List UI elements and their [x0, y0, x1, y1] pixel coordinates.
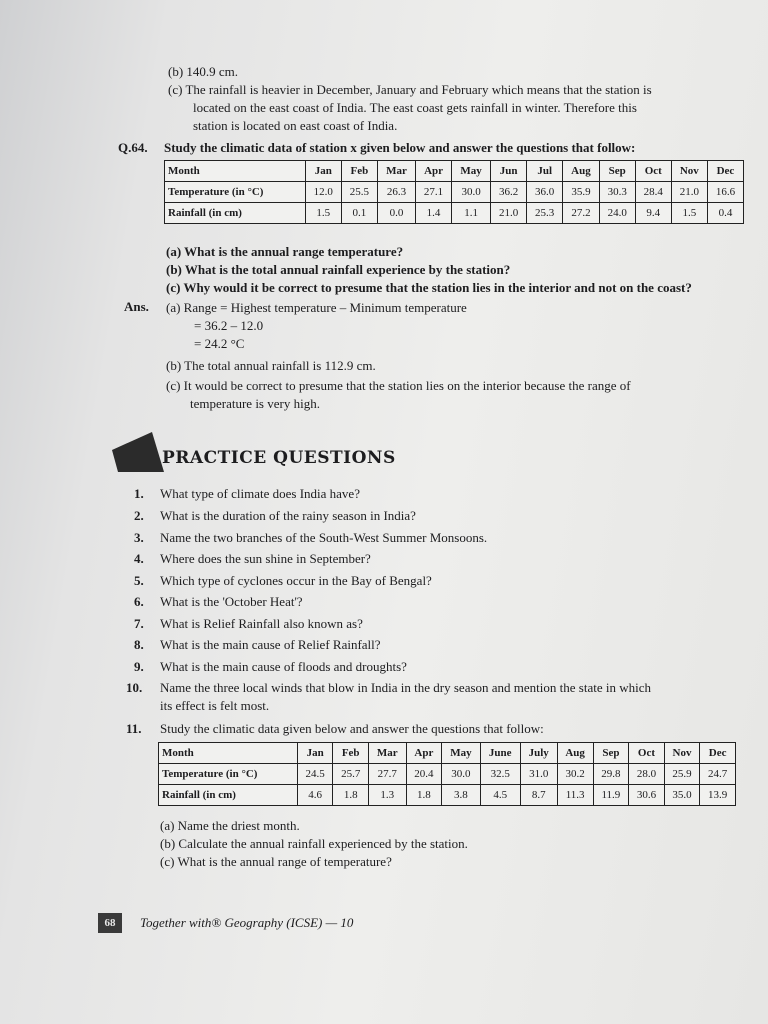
table-cell: 0.1 [341, 203, 377, 224]
practice-question-text: What is the main cause of Relief Rainfall? [160, 637, 381, 652]
answer-a-line2: = 36.2 – 12.0 [194, 318, 264, 333]
table-cell: July [520, 743, 557, 764]
question-number: 11. [126, 721, 142, 736]
table-cell: 12.0 [305, 182, 341, 203]
table-cell: 0.0 [377, 203, 415, 224]
climate-table-station-x [164, 160, 744, 224]
question-number: 7. [134, 616, 144, 631]
prev-answer-c-line2: located on the east coast of India. The east coast gets rainfall in winter. Therefore this [193, 100, 637, 115]
table-header-row [159, 743, 736, 764]
answer-c-line1: (c) It would be correct to presume that the station lies on the interior because the range of [166, 378, 631, 393]
answer-label: Ans. [124, 299, 149, 314]
table-cell: 35.0 [664, 785, 700, 806]
practice-question-text: Name the three local winds that blow in India in the dry season and mention the state in which [160, 680, 651, 695]
answer-a-line1: (a) Range = Highest temperature – Minimum temperature [166, 300, 467, 315]
table-cell: Mar [377, 161, 415, 182]
table-cell: Nov [671, 161, 707, 182]
table-header-row [165, 161, 744, 182]
table-cell: 1.1 [452, 203, 491, 224]
practice-sub-b: (b) Calculate the annual rainfall experienced by the station. [160, 836, 468, 851]
table-cell: 24.0 [599, 203, 635, 224]
q64-sub-b: (b) What is the total annual rainfall experience by the station? [166, 262, 511, 277]
table-cell: 1.5 [305, 203, 341, 224]
table-cell: 28.4 [635, 182, 671, 203]
table-cell: 4.5 [480, 785, 520, 806]
table-cell: Aug [557, 743, 593, 764]
table-cell: 36.0 [527, 182, 563, 203]
table-cell: 36.2 [491, 182, 527, 203]
table-cell: Feb [333, 743, 369, 764]
q64-sub-a: (a) What is the annual range temperature? [166, 244, 404, 259]
table-cell: 27.2 [563, 203, 599, 224]
question-number: 8. [134, 637, 144, 652]
table-cell: Mar [368, 743, 406, 764]
table-cell: Feb [341, 161, 377, 182]
table-cell: 13.9 [700, 785, 736, 806]
table-cell: 1.4 [416, 203, 452, 224]
practice-question-text: its effect is felt most. [160, 698, 270, 713]
section-banner-icon [112, 432, 164, 472]
question-number: 10. [126, 680, 143, 695]
table-cell: 26.3 [377, 182, 415, 203]
table-cell: 4.6 [297, 785, 333, 806]
table-cell: 1.5 [671, 203, 707, 224]
row-label: Rainfall (in cm) [165, 203, 306, 224]
answer-b: (b) The total annual rainfall is 112.9 cm. [166, 358, 376, 373]
table-cell: 27.7 [368, 764, 406, 785]
table-cell: 21.0 [491, 203, 527, 224]
answer-c-line2: temperature is very high. [190, 396, 320, 411]
table-cell: 3.8 [442, 785, 480, 806]
climate-table-practice [158, 742, 736, 806]
table-cell: May [442, 743, 480, 764]
table-cell: Apr [416, 161, 452, 182]
book-title-footer: Together with® Geography (ICSE) — 10 [140, 915, 354, 930]
table-cell: 32.5 [480, 764, 520, 785]
table-cell: Oct [629, 743, 665, 764]
table-cell: 25.7 [333, 764, 369, 785]
table-cell: 30.6 [629, 785, 665, 806]
question-number: 5. [134, 573, 144, 588]
table-cell: Oct [635, 161, 671, 182]
table-cell: Jul [527, 161, 563, 182]
table-cell: 30.0 [452, 182, 491, 203]
table-cell: 24.5 [297, 764, 333, 785]
practice-sub-a: (a) Name the driest month. [160, 818, 300, 833]
table-cell: Dec [700, 743, 736, 764]
question-number: 9. [134, 659, 144, 674]
question-number: 2. [134, 508, 144, 523]
table-cell: 29.8 [593, 764, 629, 785]
table-cell: 1.8 [333, 785, 369, 806]
practice-question-text: What is the duration of the rainy season in India? [160, 508, 416, 523]
table-cell: Nov [664, 743, 700, 764]
table-cell: Apr [406, 743, 442, 764]
practice-question-text: Study the climatic data given below and answer the questions that follow: [160, 721, 544, 736]
question-number: 4. [134, 551, 144, 566]
table-row [165, 203, 744, 224]
row-label: Temperature (in °C) [159, 764, 298, 785]
table-cell: 20.4 [406, 764, 442, 785]
practice-questions-title: PRACTICE QUESTIONS [162, 448, 396, 468]
practice-question-text: What is the main cause of floods and droughts? [160, 659, 407, 674]
page-number: 68 [98, 913, 122, 933]
table-cell: Dec [707, 161, 743, 182]
practice-question-text: Name the two branches of the South-West Summer Monsoons. [160, 530, 488, 545]
table-row [159, 785, 736, 806]
table-cell: 16.6 [707, 182, 743, 203]
table-row [165, 182, 744, 203]
question-prompt: Study the climatic data of station x given below and answer the questions that follow: [164, 140, 636, 155]
table-cell: 28.0 [629, 764, 665, 785]
table-cell: June [480, 743, 520, 764]
prev-answer-c-line1: (c) The rainfall is heavier in December, January and February which means that the station is [168, 82, 652, 97]
table-cell: 1.8 [406, 785, 442, 806]
table-cell: Jan [297, 743, 333, 764]
row-label: Month [159, 743, 298, 764]
table-cell: Jun [491, 161, 527, 182]
question-number: 6. [134, 594, 144, 609]
practice-sub-c: (c) What is the annual range of temperature? [160, 854, 392, 869]
q64-sub-c: (c) Why would it be correct to presume that the station lies in the interior and not on the coast? [166, 280, 692, 295]
question-number: 3. [134, 530, 144, 545]
table-cell: 30.0 [442, 764, 480, 785]
table-cell: 25.5 [341, 182, 377, 203]
table-cell: Sep [599, 161, 635, 182]
practice-question-text: Which type of cyclones occur in the Bay of Bengal? [160, 573, 432, 588]
table-cell: 11.9 [593, 785, 629, 806]
table-cell: 1.3 [368, 785, 406, 806]
table-cell: 21.0 [671, 182, 707, 203]
practice-question-text: Where does the sun shine in September? [160, 551, 371, 566]
row-label: Month [165, 161, 306, 182]
table-cell: May [452, 161, 491, 182]
table-cell: Sep [593, 743, 629, 764]
answer-a-line3: = 24.2 °C [194, 336, 245, 351]
table-cell: 9.4 [635, 203, 671, 224]
table-cell: 31.0 [520, 764, 557, 785]
table-cell: Aug [563, 161, 599, 182]
question-number: Q.64. [118, 140, 148, 155]
practice-question-text: What is Relief Rainfall also known as? [160, 616, 363, 631]
table-cell: 30.2 [557, 764, 593, 785]
table-cell: Jan [305, 161, 341, 182]
table-cell: 24.7 [700, 764, 736, 785]
practice-question-text: What type of climate does India have? [160, 486, 360, 501]
prev-answer-c-line3: station is located on east coast of India. [193, 118, 398, 133]
prev-answer-b: (b) 140.9 cm. [168, 64, 239, 79]
table-cell: 35.9 [563, 182, 599, 203]
practice-question-text: What is the 'October Heat'? [160, 594, 303, 609]
table-cell: 11.3 [557, 785, 593, 806]
table-cell: 0.4 [707, 203, 743, 224]
table-cell: 25.9 [664, 764, 700, 785]
table-cell: 25.3 [527, 203, 563, 224]
table-cell: 8.7 [520, 785, 557, 806]
table-row [159, 764, 736, 785]
question-number: 1. [134, 486, 144, 501]
row-label: Temperature (in °C) [165, 182, 306, 203]
table-cell: 27.1 [416, 182, 452, 203]
row-label: Rainfall (in cm) [159, 785, 298, 806]
table-cell: 30.3 [599, 182, 635, 203]
